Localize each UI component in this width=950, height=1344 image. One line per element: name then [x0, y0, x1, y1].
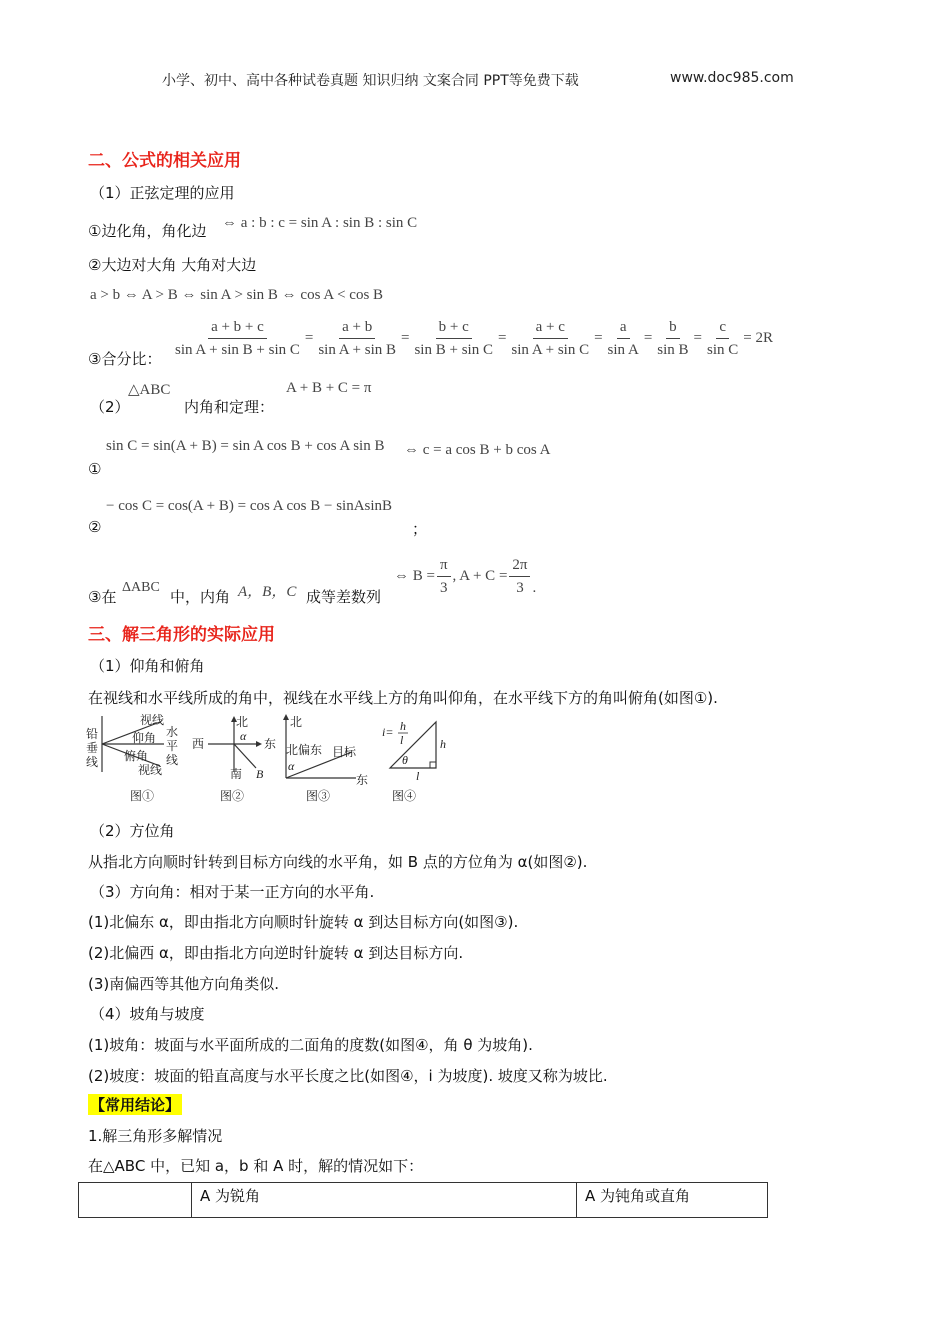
- p3-text-c: 成等差数列: [306, 588, 382, 606]
- table-row: [79, 1183, 768, 1218]
- p3-fraction-1: $\frac{\pi}{3}$: [437, 556, 451, 597]
- svg-text:西: 西: [192, 737, 205, 751]
- header-site: www.doc985.com: [670, 70, 794, 86]
- direction-item-3: (3)南偏西等其他方向角类似.: [88, 975, 280, 993]
- svg-text:图②: 图②: [220, 789, 245, 803]
- item1-formula: ⇔ a : b : c = sin A : sin B : sin C: [222, 215, 418, 231]
- svg-text:θ: θ: [402, 753, 408, 767]
- p2-formula: − cos C = cos(A + B) = cos A cos B − sinAsinB: [106, 498, 393, 514]
- svg-text:水: 水: [166, 725, 179, 739]
- sub2-text: 内角和定理：: [184, 398, 275, 416]
- header-text: 小学、初中、高中各种试卷真题 知识归纳 文案合同 PPT等免费下载: [162, 73, 579, 89]
- svg-text:线: 线: [86, 755, 99, 769]
- table-cell-blank: [79, 1183, 192, 1218]
- svg-text:视线: 视线: [138, 763, 163, 777]
- section-title-2: 二、公式的相关应用: [88, 151, 241, 171]
- slope-item-1: (1)坡角：坡面与水平面所成的二面角的度数(如图④，角 θ 为坡角).: [88, 1036, 533, 1054]
- svg-text:l: l: [416, 769, 420, 783]
- elevation-description: 在视线和水平线所成的角中，视线在水平线上方的角叫仰角，在水平线下方的角叫俯角(如图①).: [88, 689, 718, 707]
- slope-item-2: (2)坡度：坡面的铅直高度与水平长度之比(如图④，i 为坡度). 坡度又称为坡比.: [88, 1067, 608, 1085]
- svg-text:图④: 图④: [392, 789, 417, 803]
- subheading-elevation: （1）仰角和俯角: [90, 657, 205, 675]
- ratio-fraction-5: $\frac{a}{\text{sin A}}$: [607, 319, 639, 358]
- p3-fraction-2: $\frac{2\pi}{3}$: [509, 556, 530, 597]
- p3-text-a: ③在: [88, 588, 117, 606]
- p2-semicolon: ；: [412, 520, 428, 538]
- table-header-obtuse: A 为钝角或直角: [577, 1183, 768, 1218]
- p3-text-b: 中，内角: [170, 588, 231, 606]
- svg-text:图③: 图③: [306, 789, 331, 803]
- svg-text:图①: 图①: [130, 789, 155, 803]
- table-header-acute: A 为锐角: [192, 1183, 577, 1218]
- svg-text:目标: 目标: [332, 745, 357, 759]
- common-conclusion-badge: 【常用结论】: [90, 1096, 181, 1114]
- svg-text:东: 东: [264, 737, 277, 751]
- ratio-formula: $\frac{a + b + c}{\text{sin A + sin B + sin C}}$ = $\frac{a + b}{\text{sin A + sin B}}$ = $\frac{b + c}{\text{sin B + sin C}}$ = $\frac{a + c}{\text{sin A + sin C}}$ = $\frac{a}{\text{sin A}}$ = $\frac{b}{\text{sin B}}$ = $\frac{c}{\text{sin C}}$ = 2R: [170, 318, 773, 359]
- svg-text:视线: 视线: [140, 713, 165, 727]
- ratio-fraction-6: $\frac{b}{\text{sin B}}$: [657, 319, 689, 358]
- conclusion-heading: 1.解三角形多解情况: [88, 1127, 223, 1145]
- p3-formula: ⇔ B = $\frac{\pi}{3}$ , A + C = $\frac{2\pi}{3}$ .: [394, 557, 537, 596]
- section-title-3: 三、解三角形的实际应用: [88, 625, 275, 645]
- angle-figures: [84, 712, 464, 808]
- p2-number: ②: [88, 518, 102, 536]
- figure-3-direction: [283, 714, 368, 803]
- item2-formula: a > b ⇔ A > B ⇔ sin A > sin B ⇔ cos A < cos B: [90, 287, 384, 303]
- ratio-fraction-7: $\frac{c}{\text{sin C}}$: [707, 319, 739, 358]
- p1-formula: sin C = sin(A + B) = sin A cos B + cos A sin B: [106, 438, 385, 454]
- figure-4-slope: [382, 719, 446, 803]
- p1-number: ①: [88, 460, 102, 478]
- ratio-fraction-1: $\frac{a + b + c}{\text{sin A + sin B + sin C}}$: [175, 319, 300, 358]
- svg-text:h: h: [440, 737, 446, 751]
- bearing-description: 从指北方向顺时针转到目标方向线的水平角，如 B 点的方位角为 α(如图②).: [88, 853, 588, 871]
- item2-text: ②大边对大角 大角对大边: [88, 256, 257, 274]
- svg-text:平: 平: [166, 739, 179, 753]
- subheading-bearing: （2）方位角: [90, 822, 175, 840]
- svg-text:α: α: [288, 759, 295, 773]
- direction-item-2: (2)北偏西 α，即由指北方向逆时针旋转 α 到达目标方向.: [88, 944, 464, 962]
- conclusion-intro: 在△ABC 中，已知 a，b 和 A 时，解的情况如下：: [88, 1157, 424, 1175]
- p3-angles: A，B，C: [238, 584, 297, 600]
- sub2-formula: A + B + C = π: [286, 380, 372, 396]
- svg-text:北: 北: [236, 715, 249, 729]
- svg-text:铅: 铅: [86, 727, 99, 741]
- subheading-direction: （3）方向角：相对于某一正方向的水平角.: [90, 883, 375, 901]
- svg-text:i=: i=: [382, 725, 394, 739]
- ratio-fraction-3: $\frac{b + c}{\text{sin B + sin C}}$: [414, 319, 493, 358]
- item1-text: ①边化角，角化边: [88, 222, 207, 240]
- ratio-fraction-4: $\frac{a + c}{\text{sin A + sin C}}$: [511, 319, 590, 358]
- item3-text: ③合分比：: [88, 350, 162, 368]
- svg-text:α: α: [240, 729, 247, 743]
- ratio-end: = 2R: [743, 330, 773, 346]
- subheading-slope: （4）坡角与坡度: [90, 1005, 205, 1023]
- svg-text:东: 东: [356, 773, 369, 787]
- sub2-triangle: △ABC: [128, 382, 171, 398]
- svg-text:h: h: [400, 719, 406, 733]
- p3-triangle: ΔABC: [122, 580, 160, 595]
- svg-text:B: B: [256, 767, 264, 781]
- sub2-prefix: （2）: [90, 398, 130, 416]
- svg-text:北偏东: 北偏东: [286, 743, 323, 757]
- subheading-sine-law: （1）正弦定理的应用: [90, 184, 235, 202]
- svg-text:俯角: 俯角: [124, 749, 149, 763]
- svg-text:垂: 垂: [86, 741, 99, 755]
- svg-text:仰角: 仰角: [132, 731, 157, 745]
- figure-1-elevation-depression: [86, 712, 178, 803]
- direction-item-1: (1)北偏东 α，即由指北方向顺时针旋转 α 到达目标方向(如图③).: [88, 913, 519, 931]
- svg-text:线: 线: [166, 753, 179, 767]
- ratio-fraction-2: $\frac{a + b}{\text{sin A + sin B}}$: [318, 319, 396, 358]
- svg-text:北: 北: [290, 715, 303, 729]
- svg-text:南: 南: [230, 767, 243, 781]
- solution-cases-table: [78, 1182, 768, 1218]
- figure-2-bearing: [192, 715, 276, 803]
- svg-text:l: l: [400, 733, 404, 747]
- p1-equiv: ⇔ c = a cos B + b cos A: [404, 442, 551, 458]
